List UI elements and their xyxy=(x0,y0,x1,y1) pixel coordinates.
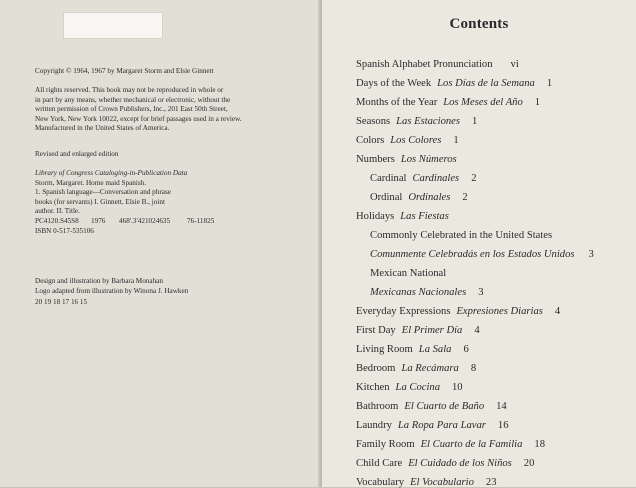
printing-numbers: 20 19 18 17 16 15 xyxy=(35,298,88,306)
isbn: ISBN 0-517-535106 xyxy=(35,226,94,235)
cataloging-line: author. II. Title. xyxy=(35,207,80,216)
lccn: 76-11825 xyxy=(187,216,215,225)
rights-line: written permission of Crown Publishers, Inc., 201 East 50th Street, xyxy=(35,105,228,114)
contents-page xyxy=(322,0,636,487)
cataloging-line: books (for servants) I. Ginnett, Elsie B., joint xyxy=(35,197,165,206)
toc-entry: Bedroom La Recámara 8 xyxy=(356,363,477,374)
class-number: 468'.3'421024635 xyxy=(119,216,171,225)
cataloging-heading: Library of Congress Cataloging-in-Publication Data xyxy=(35,169,188,177)
cataloging-numbers-row xyxy=(35,217,214,227)
printing-line xyxy=(35,298,87,308)
call-number: PC4120.S45S8 xyxy=(35,216,79,225)
toc-entry: Child Care El Cuidado de los Niños 20 xyxy=(356,458,535,469)
toc-entry: Laundry La Ropa Para Lavar 16 xyxy=(356,420,509,431)
toc-entry: Colors Los Colores 1 xyxy=(356,135,459,146)
toc-entry: Commonly Celebrated in the United States xyxy=(370,230,553,241)
credits-block xyxy=(35,277,188,296)
toc-entry: Spanish Alphabet Pronunciation vi xyxy=(356,59,519,70)
toc-entry: Bathroom El Cuarto de Baño 14 xyxy=(356,401,507,412)
toc-entry: Days of the Week Los Días de la Semana 1 xyxy=(356,78,553,89)
rights-line: All rights reserved. This book may not be reproduced in whole or xyxy=(35,86,224,94)
copyright-line xyxy=(35,67,214,77)
page-title: Contents xyxy=(449,16,509,32)
toc-entry: Numbers Los Números xyxy=(356,154,457,165)
toc-entry: Family Room El Cuarto de la Familia 18 xyxy=(356,439,545,450)
toc-entry: Cardinal Cardinales 2 xyxy=(370,173,477,184)
rights-block xyxy=(35,86,242,134)
toc-entry: Holidays Las Fiestas xyxy=(356,211,449,222)
edition-line xyxy=(35,150,119,160)
toc-entry: Ordinal Ordinales 2 xyxy=(370,192,468,203)
toc-entry: First Day El Primer Día 4 xyxy=(356,325,480,336)
toc-entry: Living Room La Sala 6 xyxy=(356,344,469,355)
sticker-label xyxy=(63,12,163,39)
toc-entry: Mexicanas Nacionales 3 xyxy=(370,287,484,298)
cataloging-block xyxy=(35,169,214,236)
credit-line: Design and illustration by Barbara Monahan xyxy=(35,277,163,285)
toc-entry: Kitchen La Cocina 10 xyxy=(356,382,463,393)
toc-entry: Everyday Expressions Expresiones Diarias 4 xyxy=(356,306,561,317)
toc-entry: Seasons Las Estaciones 1 xyxy=(356,116,478,127)
credit-line: Logo adapted from illustration by Winona J. Hawken xyxy=(35,286,189,295)
catalog-year: 1976 xyxy=(91,216,106,225)
toc-entry: Comunmente Celebradás en los Estados Unidos 3 xyxy=(370,249,594,260)
edition-text: Revised and enlarged edition xyxy=(35,150,119,158)
toc-entry: Months of the Year Los Meses del Año 1 xyxy=(356,97,541,108)
rights-line: Manufactured in the United States of America. xyxy=(35,124,170,133)
rights-line: New York, New York 10022, except for brief passages used in a review. xyxy=(35,114,242,123)
toc-entry: Mexican National xyxy=(370,268,447,279)
cataloging-line: Storm, Margaret. Home maid Spanish. xyxy=(35,178,147,187)
rights-line: in part by any means, whether mechanical or electronic, without the xyxy=(35,95,231,104)
toc-entry: Vocabulary El Vocabulario 23 xyxy=(356,477,497,488)
copyright-text: Copyright © 1964, 1967 by Margaret Storm and Elsie Ginnett xyxy=(35,67,214,75)
cataloging-line: 1. Spanish language—Conversation and phrase xyxy=(35,188,171,197)
